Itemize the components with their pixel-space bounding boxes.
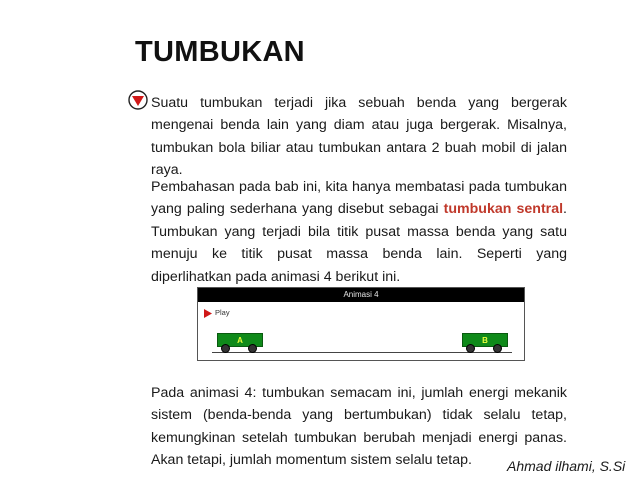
play-button[interactable]: Play <box>215 308 230 317</box>
play-icon[interactable] <box>204 309 212 318</box>
animation-title: Animasi 4 <box>198 288 524 302</box>
paragraph-text-after: . Tumbukan yang terjadi bila titik pusat massa benda yang satu menuju ke titik pusat massa benda lain. Seperti yang diperlihatkan pada animasi 4 berikut ini. <box>151 201 567 285</box>
cart-a-label: A <box>237 336 243 345</box>
conclusion-paragraph: Pada animasi 4: tumbukan semacam ini, jumlah energi mekanik sistem (benda-benda yang bertumbukan) tidak selalu tetap, kemungkinan setelah tumbukan berubah menjadi energi panas. Akan tetapi, jumlah momentum sistem selalu tetap. <box>151 385 567 469</box>
red-down-triangle-icon <box>128 90 148 110</box>
wheel-icon <box>493 344 502 353</box>
wheel-icon <box>221 344 230 353</box>
cart-b-label: B <box>482 336 488 345</box>
highlight-term: tumbukan sentral <box>443 201 564 218</box>
collision-animation <box>197 287 525 361</box>
wheel-icon <box>248 344 257 353</box>
author-name: Ahmad ilhami, S.Si <box>507 458 626 474</box>
paragraph-text-before: Pembahasan pada bab ini, kita hanya membatasi pada tumbukan yang paling sederhana yang disebut sebagai <box>151 179 567 218</box>
wheel-icon <box>466 344 475 353</box>
page-title: TUMBUKAN <box>135 36 305 68</box>
central-collision-paragraph <box>151 176 567 288</box>
intro-paragraph: Suatu tumbukan terjadi jika sebuah benda yang bergerak mengenai benda lain yang diam atau juga bergerak. Misalnya, tumbukan bola biliar atau tumbukan antara 2 buah mobil di jalan raya. <box>151 95 567 179</box>
